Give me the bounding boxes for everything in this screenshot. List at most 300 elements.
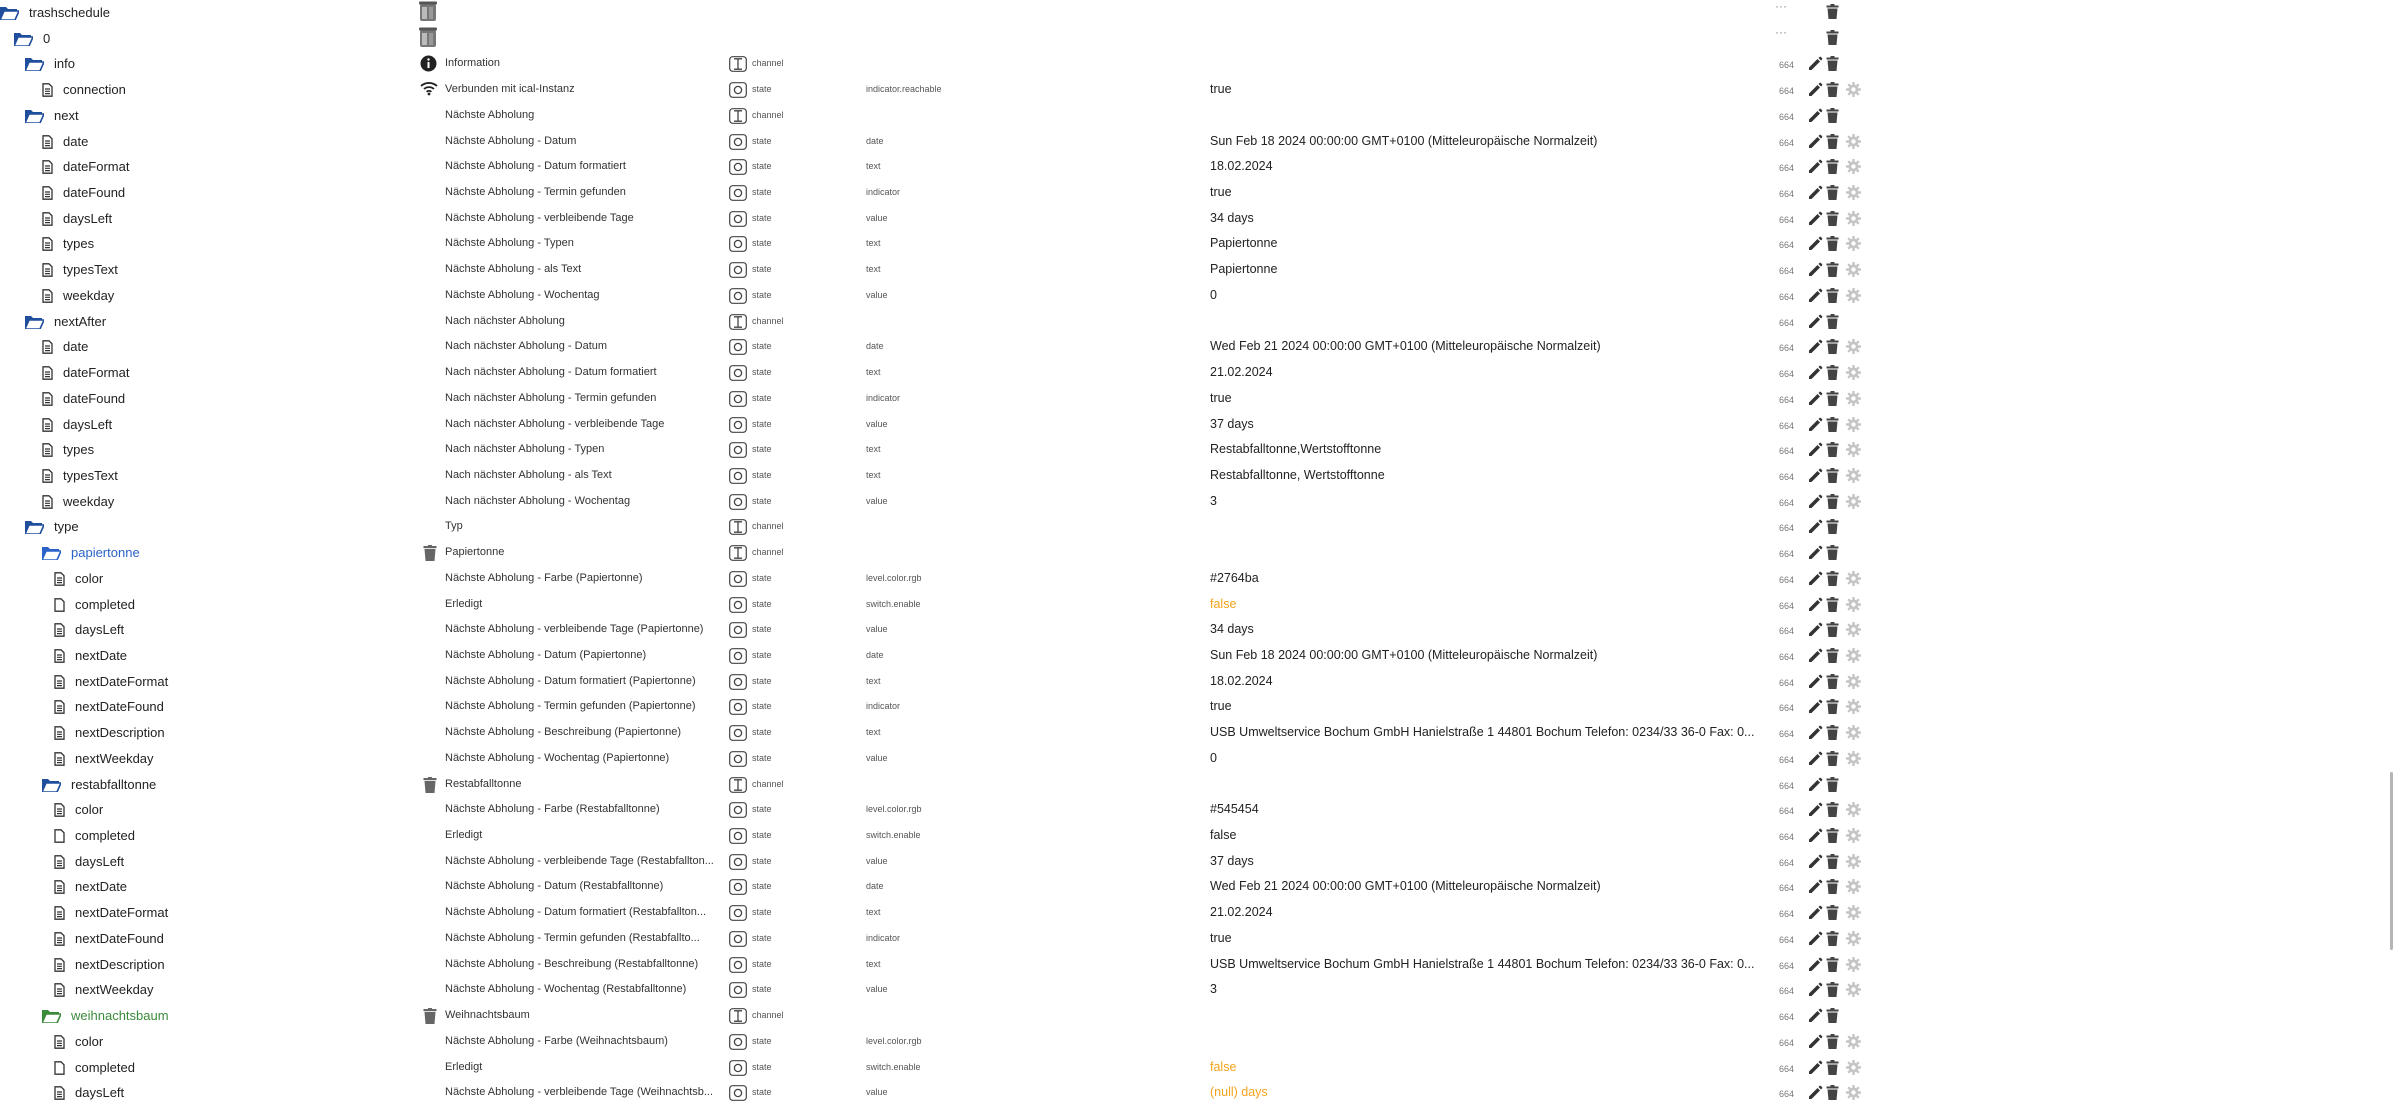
delete-button[interactable] (1826, 103, 1842, 129)
file-text-icon[interactable] (54, 566, 65, 592)
file-text-icon[interactable] (42, 437, 53, 463)
settings-gear-button[interactable] (1846, 154, 1862, 180)
edit-button[interactable] (1808, 900, 1824, 926)
object-id[interactable]: color (75, 802, 104, 818)
object-id[interactable]: daysLeft (63, 416, 113, 432)
edit-button[interactable] (1808, 849, 1824, 875)
object-id[interactable]: completed (75, 596, 135, 612)
folder-open-icon[interactable] (25, 514, 44, 540)
delete-button[interactable] (1826, 334, 1842, 360)
delete-button[interactable] (1826, 386, 1842, 412)
object-id[interactable]: date (63, 339, 89, 355)
object-value[interactable]: USB Umweltservice Bochum GmbH Hanielstraße 1 44801 Bochum Telefon: 0234/33 36-0 Fax: 0... (1210, 956, 1755, 971)
folder-open-icon[interactable] (42, 1003, 61, 1029)
folder-open-icon[interactable] (25, 51, 44, 77)
settings-gear-button[interactable] (1846, 334, 1862, 360)
file-text-icon[interactable] (54, 849, 65, 875)
delete-button[interactable] (1826, 514, 1842, 540)
delete-button[interactable] (1826, 437, 1842, 463)
object-id[interactable]: daysLeft (75, 622, 125, 638)
edit-button[interactable] (1808, 977, 1824, 1003)
file-text-icon[interactable] (54, 643, 65, 669)
file-text-icon[interactable] (42, 129, 53, 155)
settings-gear-button[interactable] (1846, 463, 1862, 489)
file-text-icon[interactable] (42, 412, 53, 438)
edit-button[interactable] (1808, 489, 1824, 515)
tree-row[interactable] (0, 26, 2403, 52)
object-value[interactable]: 0 (1210, 750, 1217, 765)
delete-button[interactable] (1826, 129, 1842, 155)
delete-button[interactable] (1826, 540, 1842, 566)
folder-open-icon[interactable] (42, 540, 61, 566)
tree-row[interactable] (0, 1029, 2403, 1055)
delete-button[interactable] (1826, 77, 1842, 103)
acl-value: 664 (1779, 111, 1795, 122)
edit-button[interactable] (1808, 823, 1824, 849)
edit-button[interactable] (1808, 206, 1824, 232)
acl-value: 664 (1779, 677, 1795, 688)
object-value[interactable]: Restabfalltonne,Wertstofftonne (1210, 442, 1382, 457)
delete-button[interactable] (1826, 617, 1842, 643)
edit-button[interactable] (1808, 180, 1824, 206)
object-value[interactable]: 0 (1210, 287, 1217, 302)
object-value[interactable]: 18.02.2024 (1210, 159, 1273, 174)
tree-row[interactable] (0, 180, 2403, 206)
settings-gear-button[interactable] (1846, 386, 1862, 412)
edit-button[interactable] (1808, 1003, 1824, 1029)
tree-row[interactable] (0, 77, 2403, 103)
object-id[interactable]: nextDescription (75, 956, 165, 972)
delete-button[interactable] (1826, 952, 1842, 978)
object-value[interactable]: 34 days (1210, 622, 1254, 637)
object-id[interactable]: date (63, 133, 89, 149)
tree-row[interactable] (0, 772, 2403, 798)
edit-button[interactable] (1808, 772, 1824, 798)
object-value[interactable]: 18.02.2024 (1210, 673, 1273, 688)
tree-row[interactable] (0, 412, 2403, 438)
settings-gear-button[interactable] (1846, 437, 1862, 463)
object-value[interactable]: true (1210, 185, 1232, 200)
object-id[interactable]: daysLeft (75, 853, 125, 869)
file-text-icon[interactable] (54, 900, 65, 926)
object-value[interactable]: Sun Feb 18 2024 00:00:00 GMT+0100 (Mitteleuropäische Normalzeit) (1210, 648, 1598, 662)
tree-row[interactable] (0, 206, 2403, 232)
settings-gear-button[interactable] (1846, 720, 1862, 746)
tree-row[interactable] (0, 1055, 2403, 1081)
delete-button[interactable] (1826, 874, 1842, 900)
object-id[interactable]: nextDate (75, 879, 128, 895)
file-text-icon[interactable] (42, 154, 53, 180)
file-text-icon[interactable] (42, 77, 53, 103)
delete-button[interactable] (1826, 206, 1842, 232)
object-value[interactable]: false (1210, 1059, 1237, 1074)
delete-button[interactable] (1826, 1029, 1842, 1055)
object-id[interactable]: connection (63, 82, 126, 98)
settings-gear-button[interactable] (1846, 797, 1862, 823)
state-icon (729, 1029, 747, 1055)
delete-button[interactable] (1826, 463, 1842, 489)
object-value[interactable]: 34 days (1210, 210, 1254, 225)
object-id[interactable]: dateFormat (63, 365, 130, 381)
settings-gear-button[interactable] (1846, 823, 1862, 849)
edit-button[interactable] (1808, 669, 1824, 695)
settings-gear-button[interactable] (1846, 694, 1862, 720)
edit-button[interactable] (1808, 129, 1824, 155)
tree-row[interactable] (0, 437, 2403, 463)
object-id[interactable]: nextDateFormat (75, 905, 169, 921)
object-type: state (752, 1035, 772, 1046)
object-type: state (752, 881, 772, 892)
object-id[interactable]: color (75, 570, 104, 586)
tree-row[interactable] (0, 540, 2403, 566)
settings-gear-button[interactable] (1846, 283, 1862, 309)
settings-gear-button[interactable] (1846, 952, 1862, 978)
delete-button[interactable] (1826, 797, 1842, 823)
file-text-icon[interactable] (42, 257, 53, 283)
settings-gear-button[interactable] (1846, 180, 1862, 206)
app-bin-icon (418, 0, 438, 26)
object-value[interactable]: true (1210, 699, 1232, 714)
object-value[interactable]: true (1210, 930, 1232, 945)
object-type: state (752, 804, 772, 815)
file-text-icon[interactable] (42, 180, 53, 206)
object-id[interactable]: weihnachtsbaum (71, 1008, 169, 1024)
tree-row[interactable] (0, 643, 2403, 669)
edit-button[interactable] (1808, 874, 1824, 900)
delete-button[interactable] (1826, 1055, 1842, 1081)
delete-button[interactable] (1826, 231, 1842, 257)
file-text-icon[interactable] (54, 669, 65, 695)
file-text-icon[interactable] (42, 334, 53, 360)
object-value[interactable]: Papiertonne (1210, 236, 1278, 251)
edit-button[interactable] (1808, 1055, 1824, 1081)
delete-button[interactable] (1826, 489, 1842, 515)
tree-row[interactable] (0, 309, 2403, 335)
object-id[interactable]: color (75, 1033, 104, 1049)
tree-row[interactable] (0, 257, 2403, 283)
object-id[interactable]: typesText (63, 467, 118, 483)
tree-row[interactable] (0, 231, 2403, 257)
file-text-icon[interactable] (42, 463, 53, 489)
tree-row[interactable] (0, 386, 2403, 412)
file-text-icon[interactable] (54, 746, 65, 772)
delete-button[interactable] (1826, 309, 1842, 335)
settings-gear-button[interactable] (1846, 1080, 1862, 1106)
delete-button[interactable] (1826, 900, 1842, 926)
object-value[interactable]: Restabfalltonne, Wertstofftonne (1210, 467, 1385, 482)
file-icon[interactable] (54, 1055, 65, 1081)
more-icon[interactable]: ··· (1775, 0, 1787, 13)
delete-button[interactable] (1826, 283, 1842, 309)
object-id[interactable]: restabfalltonne (71, 776, 157, 792)
object-id[interactable]: dateFound (63, 185, 126, 201)
edit-button[interactable] (1808, 412, 1824, 438)
edit-button[interactable] (1808, 617, 1824, 643)
settings-gear-button[interactable] (1846, 1055, 1862, 1081)
tree-row[interactable] (0, 720, 2403, 746)
tree-row[interactable] (0, 694, 2403, 720)
object-name: Nach nächster Abholung - als Text (445, 468, 612, 481)
object-id[interactable]: type (54, 519, 79, 535)
edit-button[interactable] (1808, 437, 1824, 463)
edit-button[interactable] (1808, 309, 1824, 335)
file-text-icon[interactable] (42, 360, 53, 386)
settings-gear-button[interactable] (1846, 977, 1862, 1003)
object-value[interactable]: 3 (1210, 493, 1217, 508)
settings-gear-button[interactable] (1846, 77, 1862, 103)
delete-button[interactable] (1826, 977, 1842, 1003)
file-text-icon[interactable] (54, 874, 65, 900)
delete-button[interactable] (1826, 257, 1842, 283)
edit-button[interactable] (1808, 566, 1824, 592)
tree-row[interactable] (0, 1003, 2403, 1029)
tree-row[interactable] (0, 51, 2403, 77)
object-value[interactable]: false (1210, 828, 1237, 843)
file-icon[interactable] (54, 592, 65, 618)
tree-row[interactable] (0, 1080, 2403, 1106)
edit-button[interactable] (1808, 463, 1824, 489)
delete-button[interactable] (1826, 180, 1842, 206)
object-value[interactable]: #545454 (1210, 802, 1259, 817)
object-value[interactable]: true (1210, 82, 1232, 97)
object-id[interactable]: dateFound (63, 390, 126, 406)
tree-row[interactable] (0, 746, 2403, 772)
settings-gear-button[interactable] (1846, 1029, 1862, 1055)
folder-open-icon[interactable] (0, 0, 19, 26)
tree-row[interactable] (0, 103, 2403, 129)
delete-button[interactable] (1826, 720, 1842, 746)
edit-button[interactable] (1808, 334, 1824, 360)
edit-button[interactable] (1808, 77, 1824, 103)
edit-button[interactable] (1808, 540, 1824, 566)
delete-button[interactable] (1826, 51, 1842, 77)
object-id[interactable]: daysLeft (63, 210, 113, 226)
object-value[interactable]: 37 days (1210, 853, 1254, 868)
file-text-icon[interactable] (42, 231, 53, 257)
file-text-icon[interactable] (54, 1080, 65, 1106)
settings-gear-button[interactable] (1846, 592, 1862, 618)
delete-button[interactable] (1826, 154, 1842, 180)
tree-row[interactable] (0, 900, 2403, 926)
object-id[interactable]: info (54, 56, 75, 72)
object-value[interactable]: Wed Feb 21 2024 00:00:00 GMT+0100 (Mitteleuropäische Normalzeit) (1210, 879, 1601, 894)
tree-row[interactable] (0, 823, 2403, 849)
edit-button[interactable] (1808, 746, 1824, 772)
tree-row[interactable] (0, 283, 2403, 309)
tree-row[interactable] (0, 592, 2403, 618)
object-id[interactable]: nextDescription (75, 725, 165, 741)
object-type: state (752, 289, 772, 300)
object-id[interactable]: types (63, 236, 95, 252)
delete-button[interactable] (1826, 566, 1842, 592)
object-value[interactable]: USB Umweltservice Bochum GmbH Hanielstraße 1 44801 Bochum Telefon: 0234/33 36-0 Fax: 0... (1210, 725, 1755, 740)
edit-button[interactable] (1808, 1029, 1824, 1055)
edit-button[interactable] (1808, 386, 1824, 412)
object-value[interactable]: Wed Feb 21 2024 00:00:00 GMT+0100 (Mitteleuropäische Normalzeit) (1210, 339, 1601, 354)
file-text-icon[interactable] (42, 489, 53, 515)
tree-row[interactable] (0, 463, 2403, 489)
file-text-icon[interactable] (42, 206, 53, 232)
edit-button[interactable] (1808, 952, 1824, 978)
delete-button[interactable] (1826, 926, 1842, 952)
tree-row[interactable] (0, 129, 2403, 155)
object-id[interactable]: completed (75, 1059, 135, 1075)
object-id[interactable]: types (63, 442, 95, 458)
tree-row[interactable] (0, 566, 2403, 592)
object-id[interactable]: nextWeekday (75, 982, 154, 998)
settings-gear-button[interactable] (1846, 746, 1862, 772)
object-id[interactable]: nextDateFound (75, 930, 164, 946)
tree-row[interactable] (0, 849, 2403, 875)
file-text-icon[interactable] (54, 720, 65, 746)
settings-gear-button[interactable] (1846, 669, 1862, 695)
settings-gear-button[interactable] (1846, 926, 1862, 952)
edit-button[interactable] (1808, 103, 1824, 129)
tree-row[interactable] (0, 360, 2403, 386)
object-value[interactable]: false (1210, 596, 1237, 611)
edit-button[interactable] (1808, 154, 1824, 180)
edit-button[interactable] (1808, 360, 1824, 386)
delete-button[interactable] (1826, 412, 1842, 438)
settings-gear-button[interactable] (1846, 617, 1862, 643)
object-id[interactable]: weekday (63, 493, 115, 509)
object-id[interactable]: papiertonne (71, 545, 140, 561)
object-value[interactable]: 3 (1210, 982, 1217, 997)
object-id[interactable]: nextWeekday (75, 750, 154, 766)
trash-can-icon (423, 772, 443, 798)
tree-row[interactable] (0, 977, 2403, 1003)
folder-open-icon[interactable] (14, 26, 33, 52)
object-id[interactable]: nextDateFound (75, 699, 164, 715)
edit-button[interactable] (1808, 720, 1824, 746)
delete-button[interactable] (1826, 592, 1842, 618)
tree-row[interactable] (0, 514, 2403, 540)
tree-row[interactable] (0, 154, 2403, 180)
object-id[interactable]: daysLeft (75, 1085, 125, 1101)
object-id[interactable]: typesText (63, 262, 118, 278)
tree-row[interactable] (0, 489, 2403, 515)
edit-button[interactable] (1808, 926, 1824, 952)
file-text-icon[interactable] (54, 977, 65, 1003)
tree-row[interactable] (0, 617, 2403, 643)
edit-button[interactable] (1808, 257, 1824, 283)
file-text-icon[interactable] (54, 1029, 65, 1055)
state-icon (729, 1055, 747, 1081)
object-type: channel (752, 778, 784, 789)
settings-gear-button[interactable] (1846, 849, 1862, 875)
delete-button[interactable] (1826, 1003, 1842, 1029)
object-value[interactable]: 21.02.2024 (1210, 365, 1273, 380)
edit-button[interactable] (1808, 797, 1824, 823)
settings-gear-button[interactable] (1846, 874, 1862, 900)
folder-open-icon[interactable] (42, 772, 61, 798)
object-type: state (752, 264, 772, 275)
delete-button[interactable] (1826, 823, 1842, 849)
file-text-icon[interactable] (42, 283, 53, 309)
tree-row[interactable] (0, 952, 2403, 978)
object-value[interactable]: Papiertonne (1210, 262, 1278, 277)
delete-button[interactable] (1826, 0, 1842, 26)
edit-button[interactable] (1808, 643, 1824, 669)
folder-open-icon[interactable] (25, 103, 44, 129)
tree-row[interactable] (0, 874, 2403, 900)
object-id[interactable]: nextAfter (54, 313, 107, 329)
tree-row[interactable] (0, 669, 2403, 695)
object-id[interactable]: completed (75, 828, 135, 844)
settings-gear-button[interactable] (1846, 643, 1862, 669)
object-id[interactable]: next (54, 107, 79, 123)
edit-button[interactable] (1808, 51, 1824, 77)
settings-gear-button[interactable] (1846, 257, 1862, 283)
object-role: value (866, 212, 888, 223)
object-value[interactable]: 21.02.2024 (1210, 905, 1273, 920)
more-icon[interactable]: ··· (1775, 24, 1787, 39)
tree-row[interactable] (0, 334, 2403, 360)
object-id[interactable]: weekday (63, 287, 115, 303)
settings-gear-button[interactable] (1846, 231, 1862, 257)
file-text-icon[interactable] (54, 797, 65, 823)
settings-gear-button[interactable] (1846, 412, 1862, 438)
delete-button[interactable] (1826, 694, 1842, 720)
settings-gear-button[interactable] (1846, 206, 1862, 232)
tree-row[interactable] (0, 797, 2403, 823)
object-value[interactable] (1210, 1029, 1770, 1055)
delete-button[interactable] (1826, 26, 1842, 52)
object-id[interactable]: nextDate (75, 648, 128, 663)
object-value[interactable]: true (1210, 390, 1232, 405)
delete-button[interactable] (1826, 360, 1842, 386)
file-text-icon[interactable] (54, 617, 65, 643)
file-icon[interactable] (54, 823, 65, 849)
object-id[interactable]: trashschedule (29, 5, 110, 20)
scrollbar[interactable] (2390, 772, 2393, 950)
object-id[interactable]: nextDateFormat (75, 673, 169, 689)
file-text-icon[interactable] (42, 386, 53, 412)
settings-gear-button[interactable] (1846, 129, 1862, 155)
tree-row[interactable] (0, 0, 2403, 26)
object-value[interactable]: #2764ba (1210, 570, 1259, 585)
delete-button[interactable] (1826, 669, 1842, 695)
object-id[interactable]: 0 (43, 30, 51, 46)
delete-button[interactable] (1826, 772, 1842, 798)
object-id[interactable]: dateFormat (63, 159, 130, 175)
object-value[interactable]: Sun Feb 18 2024 00:00:00 GMT+0100 (Mitteleuropäische Normalzeit) (1210, 133, 1598, 148)
edit-button[interactable] (1808, 694, 1824, 720)
edit-button[interactable] (1808, 283, 1824, 309)
object-value[interactable]: (null) days (1210, 1085, 1268, 1100)
object-value[interactable]: 37 days (1210, 416, 1254, 431)
settings-gear-button[interactable] (1846, 489, 1862, 515)
edit-button[interactable] (1808, 592, 1824, 618)
delete-button[interactable] (1826, 1080, 1842, 1106)
settings-gear-button[interactable] (1846, 360, 1862, 386)
object-name: Nächste Abholung - Termin gefunden (445, 186, 626, 199)
delete-button[interactable] (1826, 849, 1842, 875)
tree-row[interactable] (0, 926, 2403, 952)
edit-button[interactable] (1808, 231, 1824, 257)
file-text-icon[interactable] (54, 926, 65, 952)
settings-gear-button[interactable] (1846, 900, 1862, 926)
folder-open-icon[interactable] (25, 309, 44, 335)
file-text-icon[interactable] (54, 694, 65, 720)
file-text-icon[interactable] (54, 952, 65, 978)
edit-button[interactable] (1808, 1080, 1824, 1106)
delete-button[interactable] (1826, 643, 1842, 669)
edit-button[interactable] (1808, 514, 1824, 540)
object-role: date (866, 881, 884, 892)
settings-gear-button[interactable] (1846, 566, 1862, 592)
delete-button[interactable] (1826, 746, 1842, 772)
